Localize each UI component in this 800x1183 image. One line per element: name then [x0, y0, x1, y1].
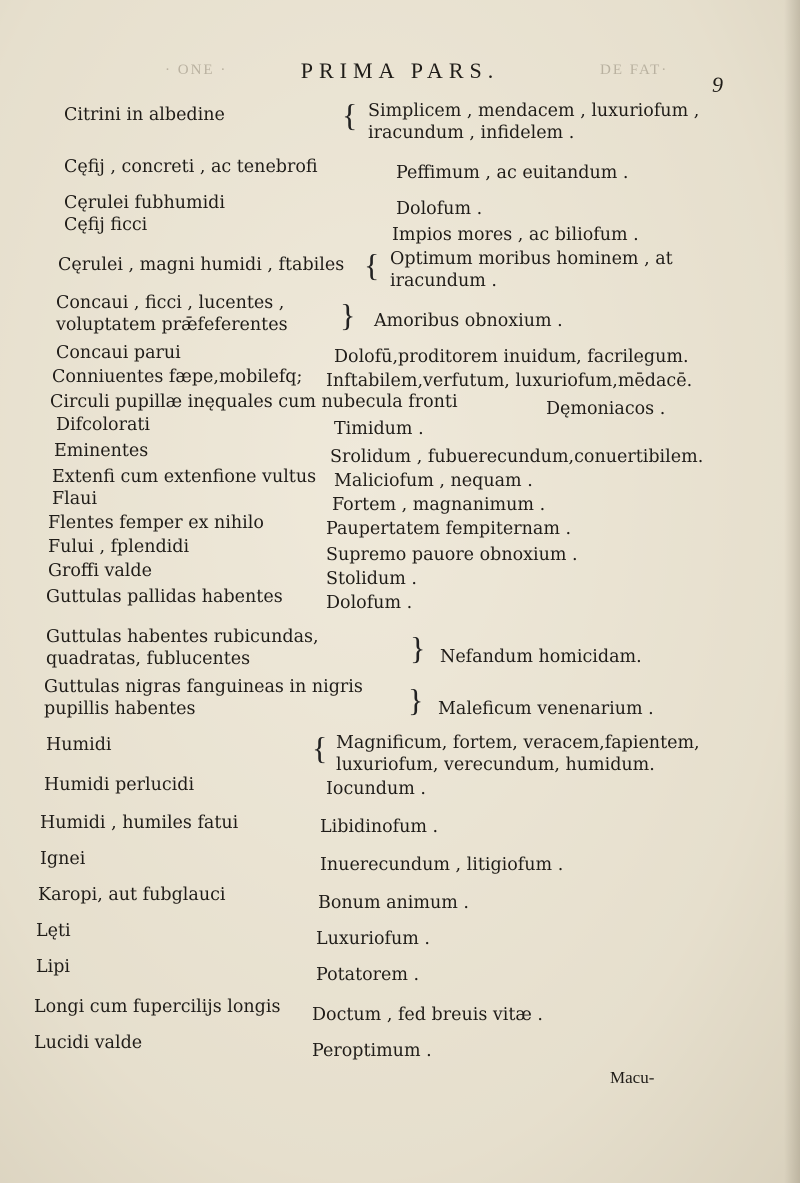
term: Guttulas habentes rubicundas, quadratas, fublucentes: [46, 627, 319, 669]
term: Karopi, aut fubglauci: [38, 885, 226, 905]
meaning: Paupertatem fempiternam .: [326, 519, 572, 539]
brace: {: [364, 247, 380, 283]
meaning: Doctum , fed breuis vitæ .: [312, 1005, 543, 1025]
meaning: Libidinofum .: [320, 817, 439, 837]
meaning: Optimum moribus hominem , at iracundum .: [390, 249, 673, 291]
term: Ignei: [40, 849, 86, 869]
term: Flentes femper ex nihilo: [48, 513, 264, 533]
page-edge-shadow: [784, 0, 800, 1183]
term: Circuli pupillæ inęquales cum nubecula fronti: [50, 392, 458, 412]
meaning: Nefandum homicidam.: [440, 647, 642, 667]
meaning: Potatorem .: [316, 965, 420, 985]
meaning: Peffimum , ac euitandum .: [396, 163, 629, 183]
meaning: Peroptimum .: [312, 1041, 432, 1061]
term: Lucidi valde: [34, 1033, 143, 1053]
term: Guttulas pallidas habentes: [46, 587, 283, 607]
brace: }: [410, 630, 426, 666]
meaning: Dolofum .: [396, 199, 483, 219]
term: Citrini in albedine: [64, 105, 225, 125]
meaning: Impios mores , ac biliofum .: [392, 225, 639, 245]
term: Humidi , humiles fatui: [40, 813, 239, 833]
meaning: Simplicem , mendacem , luxuriofum , iracundum , infidelem .: [368, 101, 700, 143]
term: Fului , fplendidi: [48, 537, 190, 557]
meaning: Fortem , magnanimum .: [332, 495, 546, 515]
meaning: Srolidum , fubuerecundum,conuertibilem.: [330, 447, 704, 467]
catchword: Macu-: [610, 1068, 655, 1087]
brace: }: [340, 297, 356, 333]
brace: {: [312, 730, 328, 766]
meaning: Dolofum .: [326, 593, 413, 613]
term: Flaui: [52, 489, 98, 509]
meaning: Maliciofum , nequam .: [334, 471, 533, 491]
brace: }: [408, 682, 424, 718]
meaning: Dęmoniacos .: [546, 399, 666, 419]
term: Guttulas nigras fanguineas in nigris pupillis habentes: [44, 677, 363, 719]
term: Cęfij ficci: [64, 215, 148, 235]
meaning: Dolofū,proditorem inuidum, facrilegum.: [334, 347, 689, 367]
term: Lęti: [36, 921, 71, 941]
term: Longi cum fupercilijs longis: [34, 997, 281, 1017]
bleed-through-text: DE FAT·: [600, 62, 669, 78]
meaning: Inuerecundum , litigiofum .: [320, 855, 564, 875]
term: Lipi: [36, 957, 71, 977]
term: Extenfi cum extenfione vultus: [52, 467, 317, 487]
meaning: Stolidum .: [326, 569, 417, 589]
term: Groffi valde: [48, 561, 152, 581]
term: Difcolorati: [56, 415, 151, 435]
term: Cęrulei , magni humidi , ftabiles: [58, 255, 345, 275]
brace: {: [342, 97, 358, 133]
term: Eminentes: [54, 441, 149, 461]
meaning: Maleficum venenarium .: [438, 699, 654, 719]
meaning: Inftabilem,verfutum, luxuriofum,mēdacē.: [326, 371, 693, 391]
term: Humidi perlucidi: [44, 775, 195, 795]
meaning: Bonum animum .: [318, 893, 469, 913]
term: Cęrulei fubhumidi: [64, 193, 225, 213]
meaning: Amoribus obnoxium .: [374, 311, 563, 331]
meaning: Supremo pauore obnoxium .: [326, 545, 578, 565]
term: Concaui , ficci , lucentes , voluptatem prǣfeferentes: [56, 293, 288, 335]
term: Conniuentes fæpe,mobilefq;: [52, 367, 303, 387]
meaning: Magnificum, fortem, veracem,fapientem, luxuriofum, verecundum, humidum.: [336, 733, 700, 775]
meaning: Luxuriofum .: [316, 929, 430, 949]
meaning: Iocundum .: [326, 779, 426, 799]
term: Cęfij , concreti , ac tenebrofi: [64, 157, 318, 177]
page-number: 9: [712, 72, 723, 97]
bleed-through-text: · ONE ·: [165, 62, 228, 78]
term: Humidi: [46, 735, 112, 755]
term: Concaui parui: [56, 343, 181, 363]
running-title: PRIMA PARS.: [300, 58, 500, 83]
meaning: Timidum .: [334, 419, 424, 439]
